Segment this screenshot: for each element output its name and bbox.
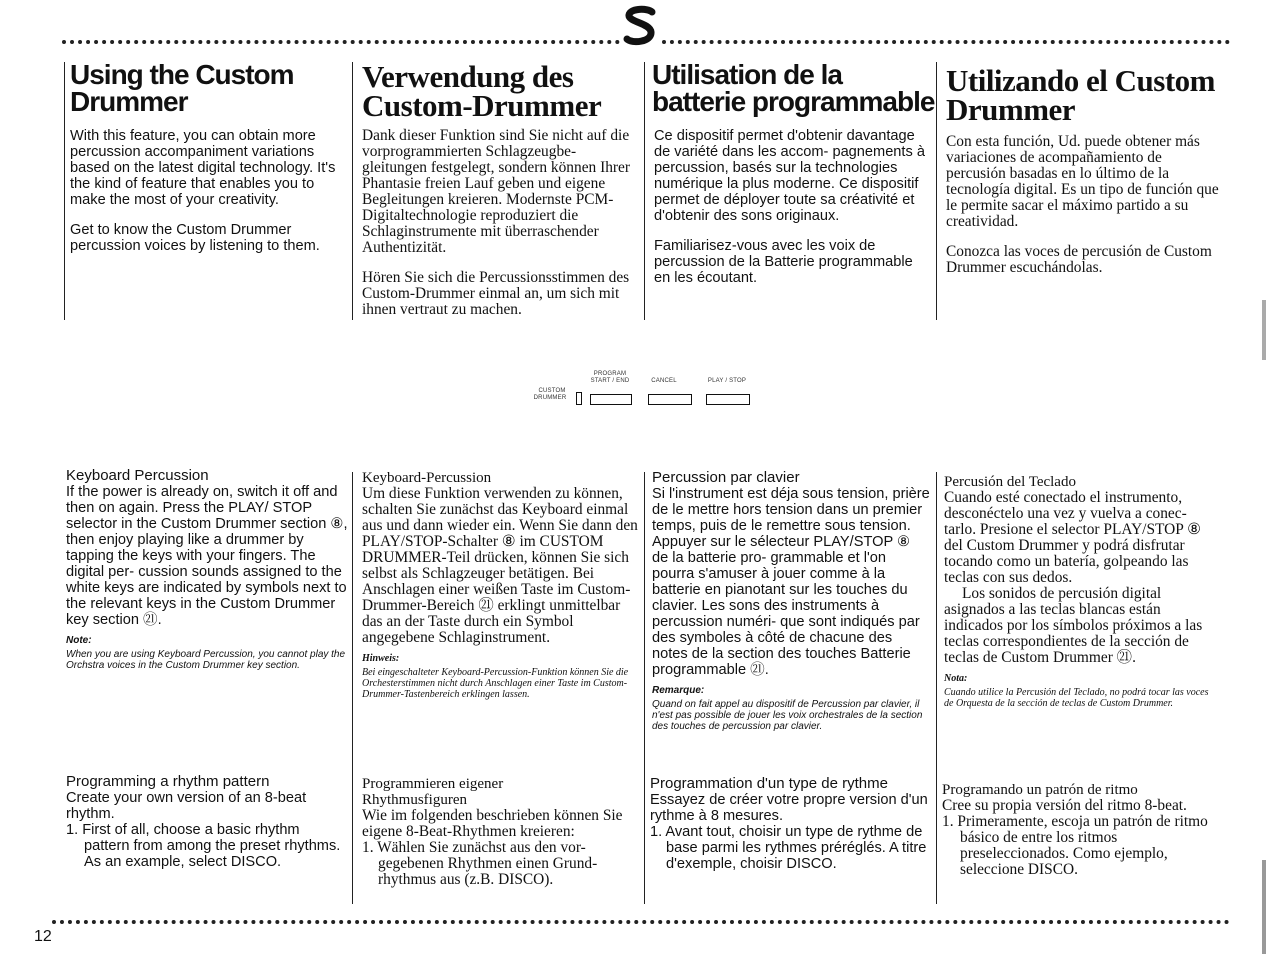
page-number: 12: [34, 928, 52, 945]
paragraph: If the power is already on, switch it off and then on again. Press the PLAY/ STOP selector in the Custom Drummer section ⑧, then enjoy playing like a drummer by tapping the keys with your fingers. The digital per- cussion sounds assigned to the white keys are indicated by symbols next to the relevant keys in the Custom Drummer key section ㉑.: [66, 484, 348, 628]
intro-paragraph: Get to know the Custom Drummer percussion voices by listening to them.: [70, 222, 320, 254]
step-item: 1. Avant tout, choisir un type de rythme de base parmi les rythmes préréglés. A titre d'exemple, choisir DISCO.: [650, 824, 927, 872]
intro-de: [362, 128, 638, 332]
start-end-button[interactable]: [590, 394, 632, 405]
programming-en: [66, 774, 348, 870]
intro-paragraph: Con esta función, Ud. puede obtener más variaciones de acompañamiento de percusión basadas en lo último de la tecnología digital. Es un tipo de función que le permite sacar el máximo partido a su creatividad.: [946, 133, 1219, 230]
section-heading: Percusión del Teclado: [944, 474, 1076, 490]
column-rule: [352, 472, 353, 904]
yamaha-s-logo-icon: [620, 4, 660, 48]
paragraph: Essayez de créer votre propre version d'un rythme à 8 mesures.: [650, 792, 928, 824]
programming-fr: [650, 776, 930, 872]
keyboard-percussion-es: [944, 474, 1220, 709]
paragraph: Wie im folgenden beschrieben können Sie eigene 8-Beat-Rhythmen kreieren:: [362, 807, 623, 840]
cancel-label: CANCEL: [651, 378, 677, 384]
top-dotted-rule-left: [62, 40, 620, 44]
top-dotted-rule-right: [662, 40, 1230, 44]
start-end-label: START / END: [590, 378, 630, 384]
paragraph: Cuando esté conectado el instrumento, desconéctelo una vez y vuelva a conec- tarlo. Presione el selector PLAY/STOP ⑧ del Custom Drummer y podrá disfrutar tocando como un batería, golpeando las teclas con sus dedos.: [944, 489, 1201, 586]
section-heading: Programming a rhythm pattern: [66, 773, 270, 790]
intro-paragraph: Hören Sie sich die Percussionsstimmen des Custom-Drummer einmal an, um sich mit ihnen vertraut zu machen.: [362, 269, 630, 318]
intro-paragraph: Dank dieser Funktion sind Sie nicht auf die vorprogrammierten Schlagzeugbe- gleitungen festgelegt, sondern können Ihrer Phantasie freien Lauf geben und eigene Begleitungen kreieren. Modernste PCM-Digitaltechnologie reproduziert die Schlaginstrumente mit überraschender Authentizität.: [362, 127, 630, 256]
custom-drummer-panel: [528, 370, 758, 414]
step-item: 1. Primeramente, escoja un patrón de ritmo básico de entre los ritmos preseleccionados. Como ejemplo, seleccione DISCO.: [942, 813, 1208, 878]
note-label: Remarque:: [652, 685, 705, 696]
cancel-button[interactable]: [648, 394, 692, 405]
section-title-de: Verwendung des Custom-Drummer: [362, 59, 602, 124]
section-heading: Programmieren eigener Rhythmusfiguren: [362, 776, 504, 808]
custom-drummer-switch[interactable]: [576, 392, 582, 405]
intro-paragraph: Ce dispositif permet d'obtenir davantage de variété dans les accom- pagnements à percussion, basés sur la technologies numérique la plus moderne. Ce dispositif permet de déployer toute sa créativité et d'obtenir des sons originaux.: [654, 128, 925, 224]
step-item: 1. Wählen Sie zunächst aus den vor- gegebenen Rhythmen einen Grund- rhythmus aus (z.B. DISCO).: [362, 839, 598, 888]
programming-de: [362, 776, 638, 888]
section-heading: Keyboard-Percussion: [362, 470, 492, 486]
keyboard-percussion-fr: [652, 470, 930, 732]
column-rule: [936, 472, 937, 904]
column-rule: [352, 62, 353, 320]
drummer-label: DRUMMER: [533, 395, 567, 401]
keyboard-percussion-en: [66, 468, 348, 671]
note-text: Bei eingeschalteter Keyboard-Percussion-Funktion können Sie die Orchesterstimmen nicht durch Anschlagen einer Taste im Custom-Drummer-Tastenbereich erklingen lassen.: [362, 667, 629, 700]
intro-es: [946, 134, 1224, 290]
scan-edge-shadow: [1262, 300, 1266, 360]
section-heading: Keyboard Percussion: [66, 467, 209, 484]
column-rule: [64, 62, 65, 320]
intro-en: [70, 128, 350, 268]
section-title-es: Utilizando el Custom Drummer: [946, 63, 1215, 128]
intro-paragraph: Conozca las voces de percusión de Custom Drummer escuchándolas.: [946, 243, 1212, 276]
paragraph: Create your own version of an 8-beat rhythm.: [66, 790, 307, 822]
note-label: Hinweis:: [362, 653, 400, 664]
column-rule: [644, 62, 645, 320]
section-title-fr: Utilisation de la batterie programmable: [652, 59, 935, 117]
note-label: Nota:: [944, 673, 968, 684]
section-title-en: Using the Custom Drummer: [70, 59, 294, 117]
note-text: Quand on fait appel au dispositif de Percussion par clavier, il n'est pas possible de jouer les voix orchestrales de la section des touches de percussion par clavier.: [652, 699, 923, 732]
section-heading: Programando un patrón de ritmo: [942, 782, 1138, 798]
note-text: Cuando utilice la Percusión del Teclado, no podrá tocar las voces de Orquesta de la sección de teclas de Custom Drummer.: [944, 687, 1209, 709]
play-stop-button[interactable]: [706, 394, 750, 405]
section-heading: Percussion par clavier: [652, 469, 800, 486]
note-label: Note:: [66, 635, 92, 646]
program-label: PROGRAM: [593, 371, 627, 377]
scan-edge-shadow: [1262, 860, 1266, 954]
note-text: When you are using Keyboard Percussion, you cannot play the Orchstra voices in the Custom Drummer key section.: [66, 649, 346, 671]
custom-label: CUSTOM: [538, 388, 566, 394]
play-stop-label: PLAY / STOP: [707, 378, 747, 384]
intro-paragraph: Familiarisez-vous avec les voix de percussion de la Batterie programmable en les écoutant.: [654, 238, 913, 286]
paragraph: Um diese Funktion verwenden zu können, schalten Sie zunächst das Keyboard einmal aus und dann wieder ein. Wenn Sie dann den PLAY/STOP-Schalter ⑧ im CUSTOM DRUMMER-Teil drücken, können Sie sich selbst als Schlagzeuger betätigen. Bei Anschlagen einer weißen Taste im Custom-Drummer-Bereich ㉑ erklingt unmittelbar das an der Taste durch ein Symbol angegebene Schlaginstrument.: [362, 485, 638, 646]
paragraph: Si l'instrument est déja sous tension, prière de le mettre hors tension dans un premier temps, puis de le remettre sous tension. Appuyer sur le sélecteur PLAY/STOP ⑧ de la batterie pro- grammable et l'on pourra s'amuser à jouer comme à la batterie en pianotant sur les touches du clavier. Les sons des instruments à percussion numéri- que sont indiqués par des symboles à côté de chacune des notes de la section des touches Batterie programmable ㉑.: [652, 486, 930, 678]
intro-paragraph: With this feature, you can obtain more percussion accompaniment variations based on the latest digital technology. It's the kind of feature that enables you to make the most of your creativity.: [70, 128, 336, 208]
bottom-dotted-rule: [52, 920, 1230, 924]
intro-fr: [654, 128, 932, 300]
paragraph: Cree su propia versión del ritmo 8-beat.: [942, 797, 1187, 814]
step-item: 1. First of all, choose a basic rhythm pattern from among the preset rhythms. As an example, select DISCO.: [66, 822, 341, 870]
programming-es: [942, 782, 1220, 878]
column-rule: [644, 472, 645, 904]
keyboard-percussion-de: [362, 470, 638, 700]
section-heading: Programmation d'un type de rythme: [650, 775, 888, 792]
paragraph: Los sonidos de percusión digital asignados a las teclas blancas están indicados por los símbolos próximos a las teclas correspondientes de la sección de teclas de Custom Drummer ㉑.: [944, 585, 1203, 666]
